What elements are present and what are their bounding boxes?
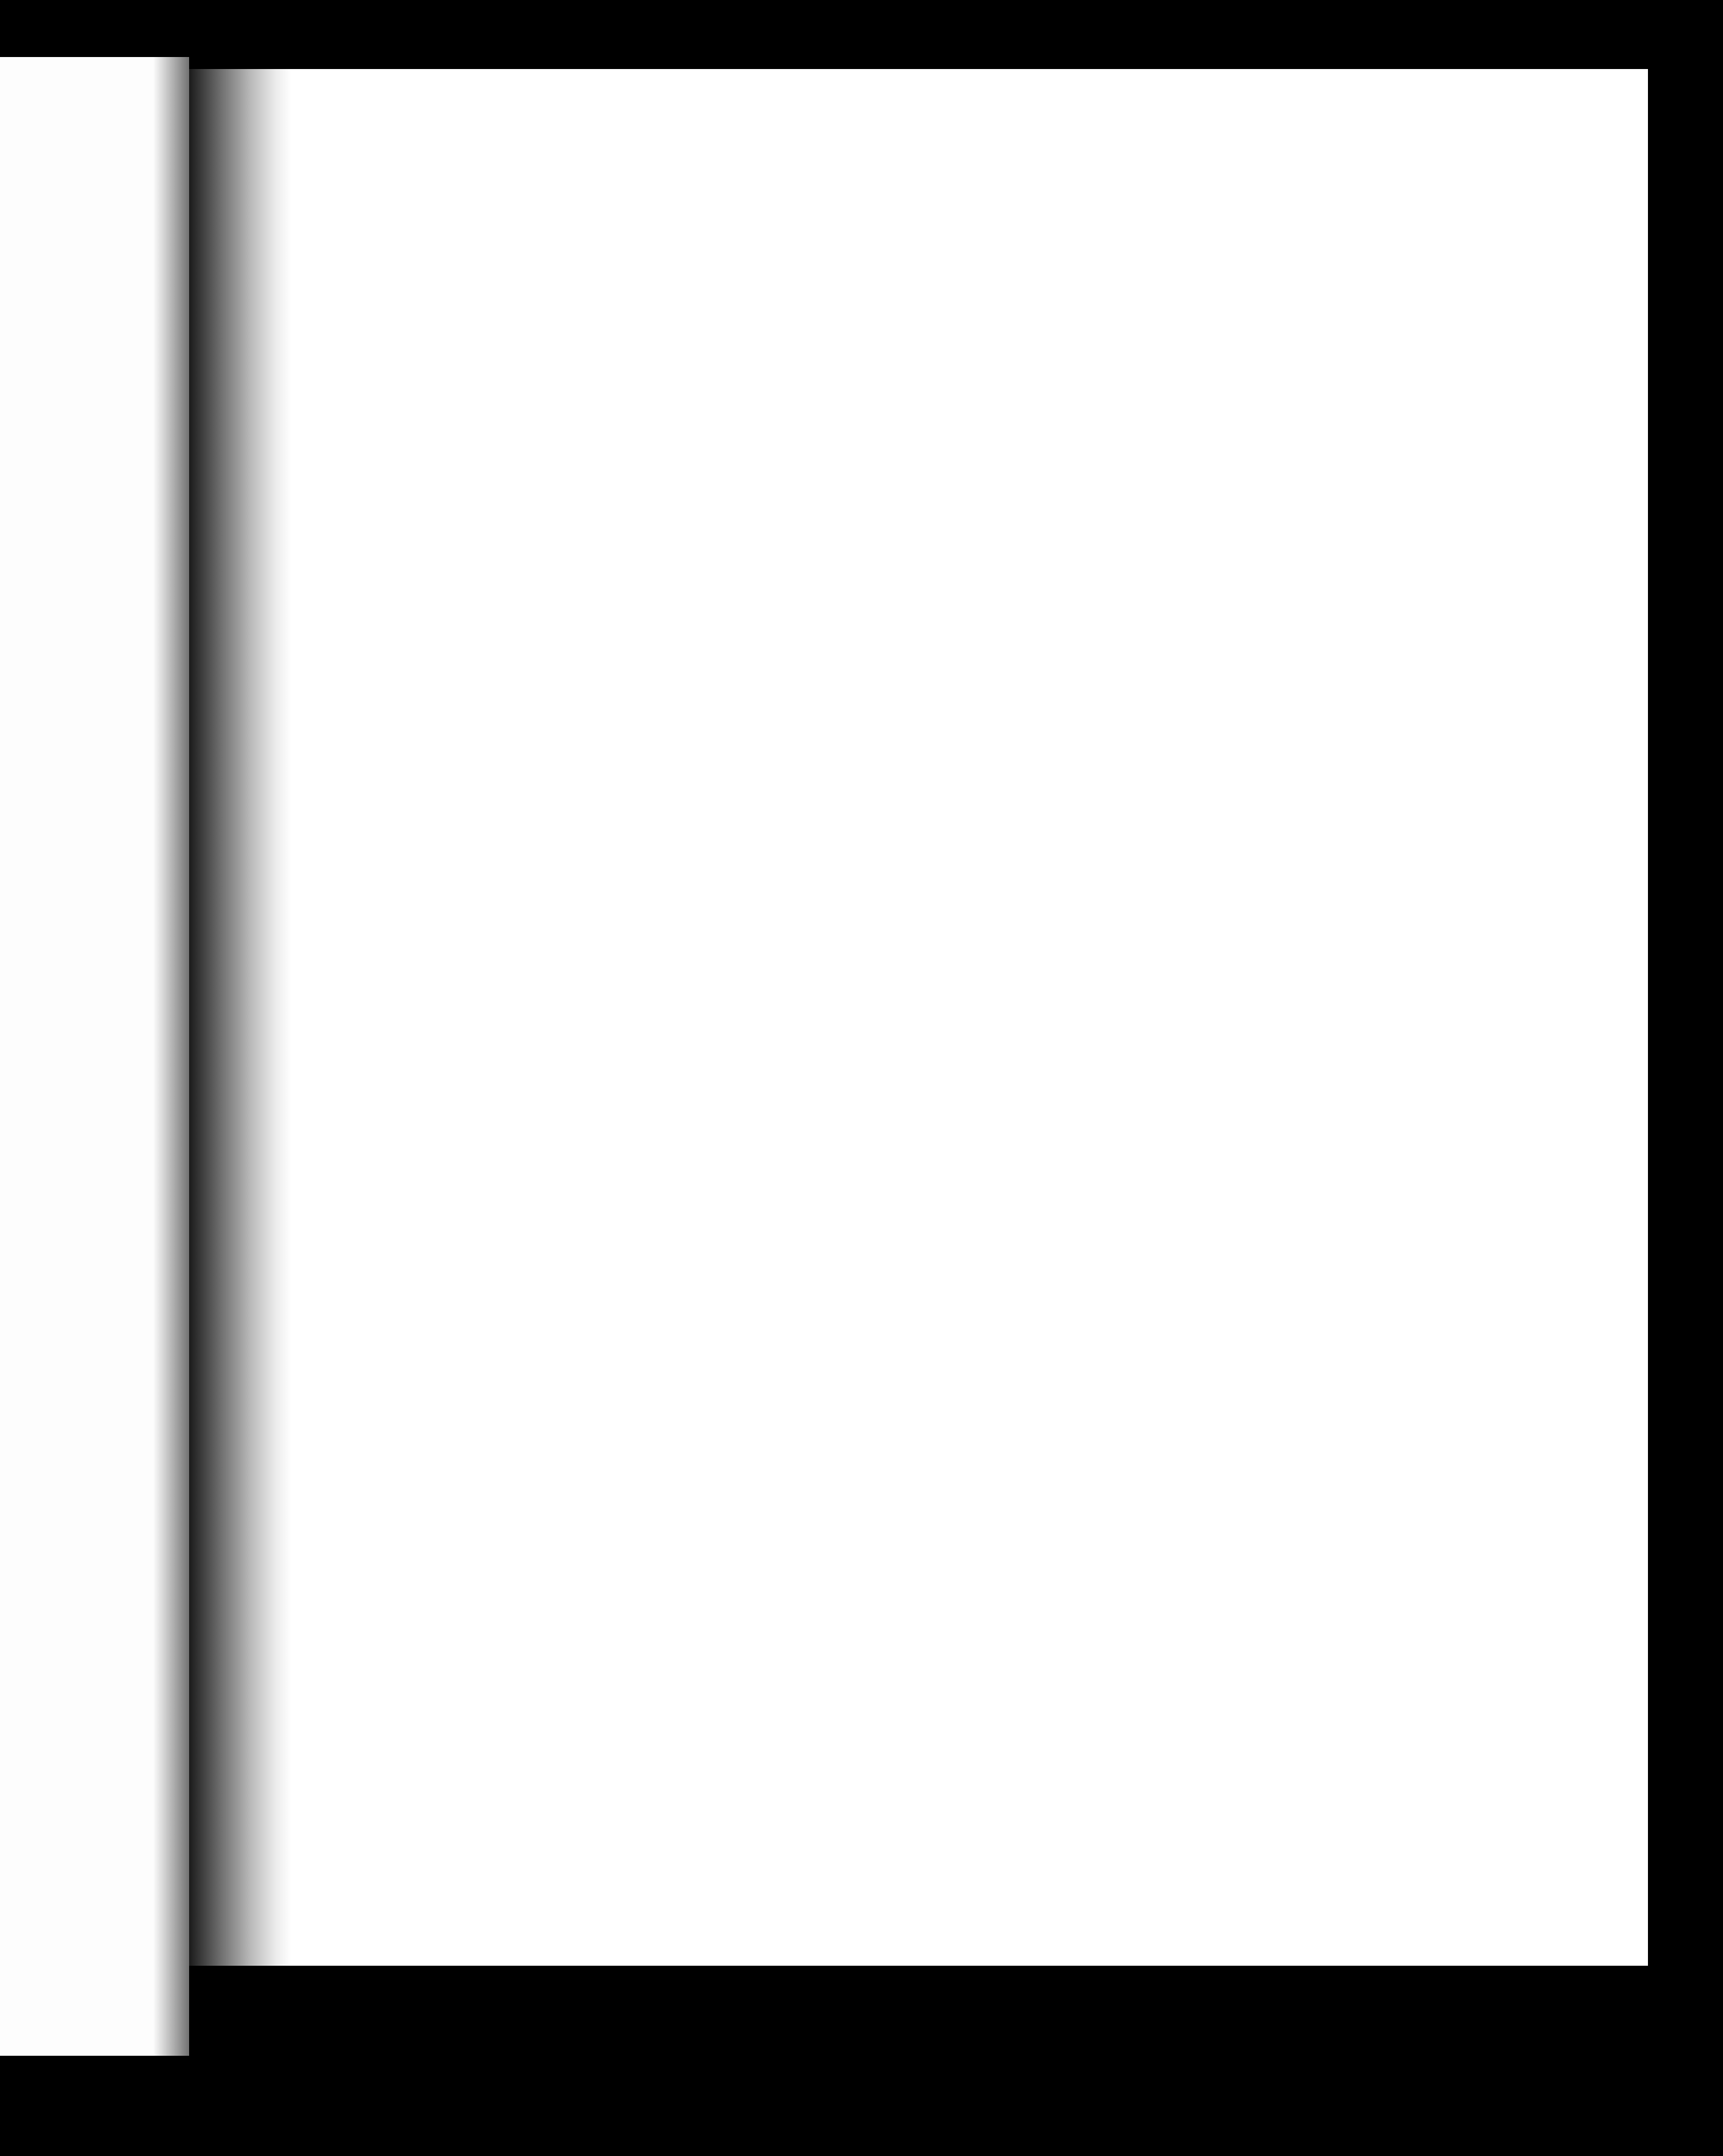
page-gutter-shadow: [189, 69, 291, 1966]
right-page: [189, 69, 1648, 1966]
left-page-shadow: [153, 57, 189, 2056]
left-page-fragment: [0, 57, 189, 2056]
